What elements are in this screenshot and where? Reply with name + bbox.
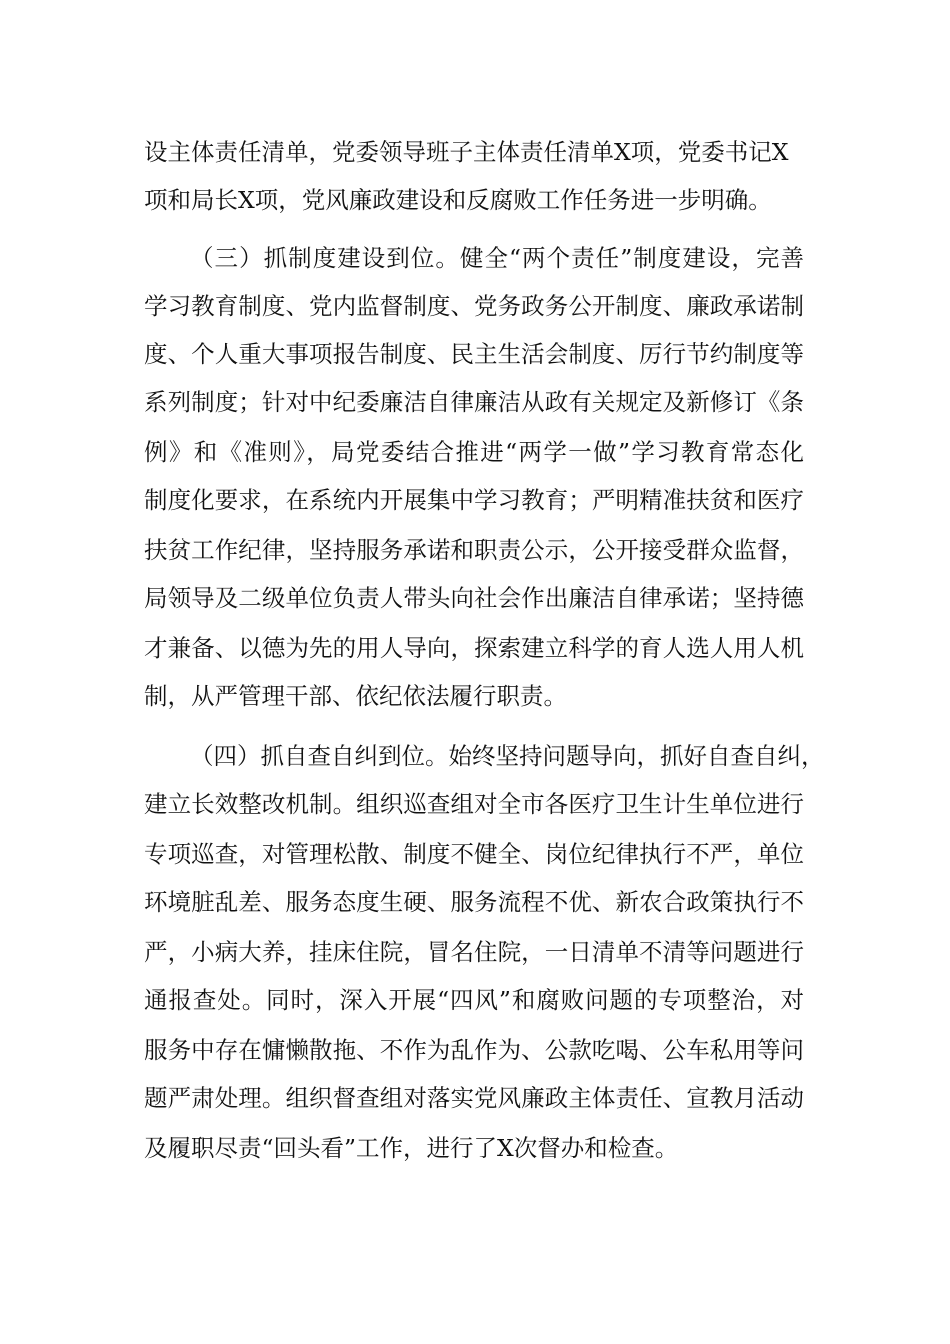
text-line: 例》和《准则》，局党委结合推进“两学一做”学习教育常态化 xyxy=(144,438,804,466)
text-line: 服务中存在慵懒散拖、不作为乱作为、公款吃喝、公车私用等问 xyxy=(144,1036,804,1064)
text-line: 制，从严管理干部、依纪依法履行职责。 xyxy=(144,682,567,710)
text-line: 专项巡查，对管理松散、制度不健全、岗位纪律执行不严，单位 xyxy=(144,840,804,868)
text-line: 通报查处。同时，深入开展“四风”和腐败问题的专项整治，对 xyxy=(144,986,804,1014)
text-line: 建立长效整改机制。组织巡查组对全市各医疗卫生计生单位进行 xyxy=(144,790,804,818)
text-line: 局领导及二级单位负责人带头向社会作出廉洁自律承诺；坚持德 xyxy=(144,584,804,612)
section-four-heading-line: （四）抓自查自纠到位。始终坚持问题导向，抓好自查自纠， xyxy=(190,742,825,770)
text-line: 系列制度；针对中纪委廉洁自律廉洁从政有关规定及新修订《条 xyxy=(144,388,804,416)
text-line: 题严肃处理。组织督查组对落实党风廉政主体责任、宣教月活动 xyxy=(144,1084,804,1112)
text-line: 项和局长X项，党风廉政建设和反腐败工作任务进一步明确。 xyxy=(144,186,772,214)
text-line: 度、个人重大事项报告制度、民主生活会制度、厉行节约制度等 xyxy=(144,340,804,368)
text-line: 设主体责任清单，党委领导班子主体责任清单X项，党委书记X xyxy=(144,138,789,166)
text-line: 才兼备、以德为先的用人导向，探索建立科学的育人选人用人机 xyxy=(144,634,804,662)
text-line: 及履职尽责“回头看”工作，进行了X次督办和检查。 xyxy=(144,1134,679,1162)
text-line: 制度化要求，在系统内开展集中学习教育；严明精准扶贫和医疗 xyxy=(144,486,804,514)
text-line: 严，小病大养，挂床住院，冒名住院，一日清单不清等问题进行 xyxy=(144,938,804,966)
text-line: 扶贫工作纪律，坚持服务承诺和职责公示，公开接受群众监督， xyxy=(144,536,804,564)
text-line: 环境脏乱差、服务态度生硬、服务流程不优、新农合政策执行不 xyxy=(144,888,804,916)
section-three-heading-line: （三）抓制度建设到位。健全“两个责任”制度建设，完善 xyxy=(190,244,804,272)
text-line: 学习教育制度、党内监督制度、党务政务公开制度、廉政承诺制 xyxy=(144,292,804,320)
